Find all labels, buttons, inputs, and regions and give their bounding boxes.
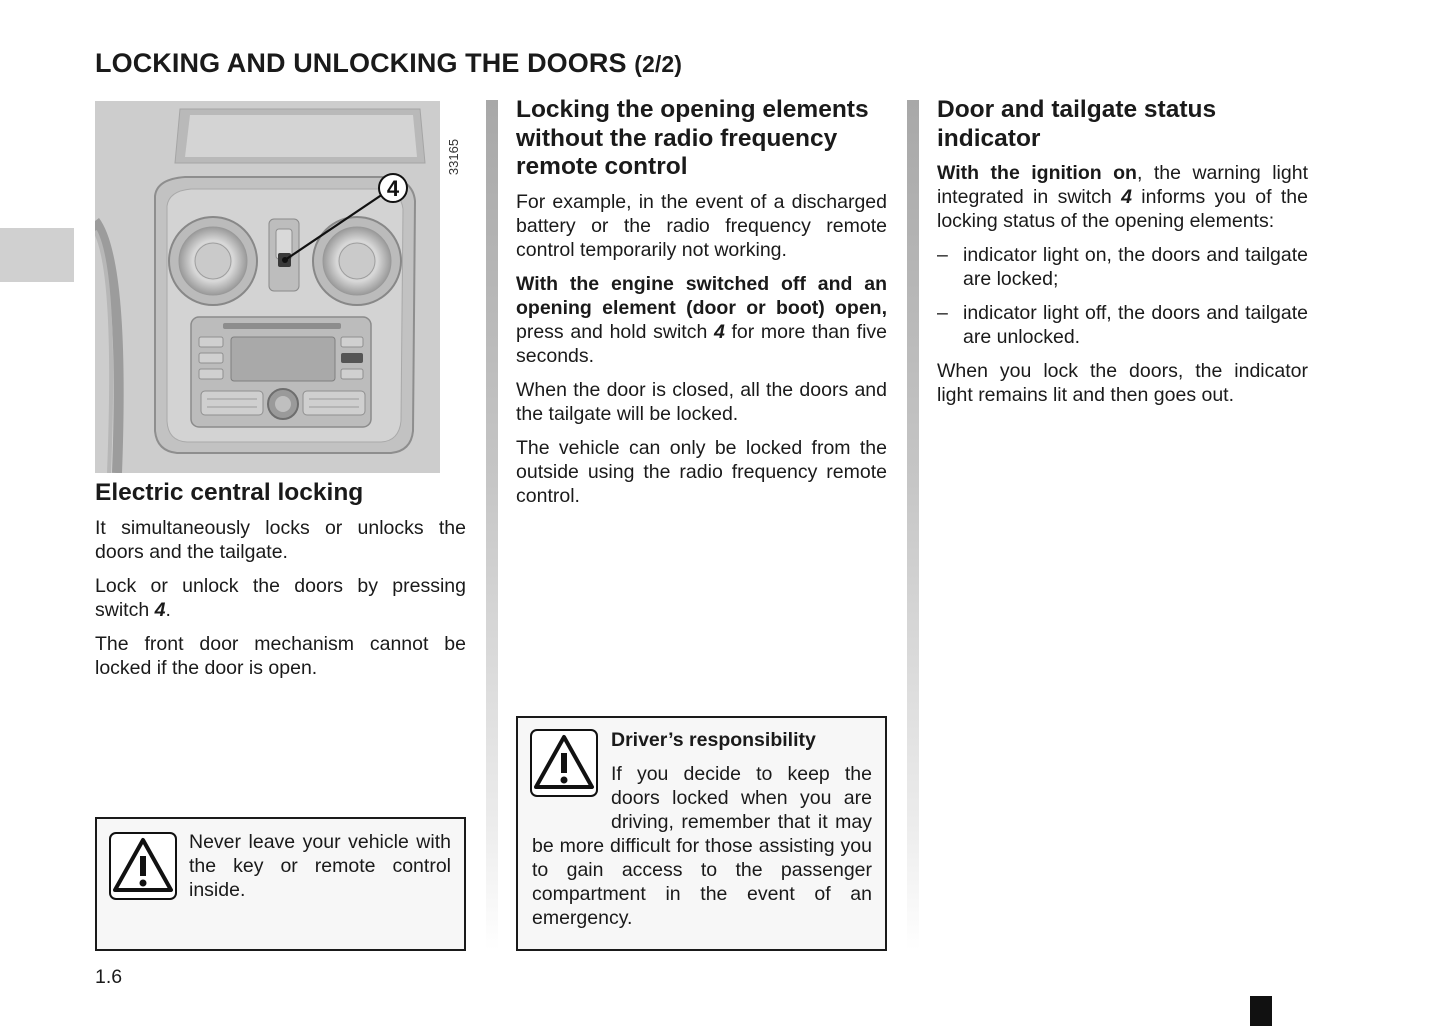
page-edge-marker (1250, 996, 1272, 1026)
paragraph: The vehicle can only be locked from the outside using the radio frequency remote control. (516, 436, 887, 507)
switch-reference: 4 (154, 598, 166, 621)
paragraph: For example, in the event of a discharged battery or the radio frequency remote control temporarily not working. (516, 190, 887, 261)
driver-responsibility-box (516, 716, 887, 951)
column-1 (95, 96, 466, 690)
column-2 (516, 96, 887, 518)
page-title-suffix: (2/2) (634, 51, 682, 77)
column-divider (486, 100, 498, 950)
paragraph: With the engine switched off and an opening element (door or boot) open, press and hold switch 4 for more than five seconds. (516, 272, 888, 367)
list-item: – indicator light off, the doors and tailgate are unlocked. (937, 302, 1308, 348)
column-3 (937, 96, 1308, 417)
warning-box (95, 817, 466, 951)
paragraph: It simultaneously locks or unlocks the doors and the tailgate. (95, 516, 466, 563)
page-title-main: LOCKING AND UNLOCKING THE DOORS (95, 48, 627, 78)
page-title (95, 48, 682, 79)
paragraph: The front door mechanism cannot be locked if the door is open. (95, 632, 466, 679)
chapter-tab (0, 228, 74, 282)
paragraph: Lock or unlock the doors by pressing switch 4. (95, 574, 466, 621)
warning-text: If you decide to keep the doors locked when you are driving, remember that it may be more difficult for those assisting you to gain access to the passenger compartment in the event of an emergency. (532, 763, 872, 929)
section-heading: Door and tailgate status indicator (937, 96, 1217, 152)
paragraph: With the ignition on, the warning light integrated in switch 4 informs you of the locking status of the opening elements: (937, 162, 1308, 232)
warning-text: Never leave your vehicle with the key or remote control inside. (189, 831, 451, 901)
paragraph: When you lock the doors, the indicator light remains lit and then goes out. (937, 360, 1308, 406)
warning-title: Driver’s responsibility (611, 729, 816, 751)
warning-triangle-icon (109, 832, 177, 900)
section-heading: Locking the opening elements without the radio frequency remote control (516, 96, 869, 180)
page-number: 1.6 (95, 966, 123, 988)
dashboard-illustration (95, 101, 466, 473)
paragraph: When the door is closed, all the doors and the tailgate will be locked. (516, 378, 887, 425)
list-item: – indicator light on, the doors and tailgate are locked; (937, 244, 1308, 290)
callout-number: 4 (386, 176, 400, 201)
dashboard-drawing (95, 101, 466, 473)
figure-ref-number: 33165 (446, 138, 461, 176)
column-divider (907, 100, 919, 950)
switch-reference: 4 (1121, 186, 1132, 208)
switch-reference: 4 (713, 320, 725, 343)
section-heading: Electric central locking (95, 479, 364, 506)
